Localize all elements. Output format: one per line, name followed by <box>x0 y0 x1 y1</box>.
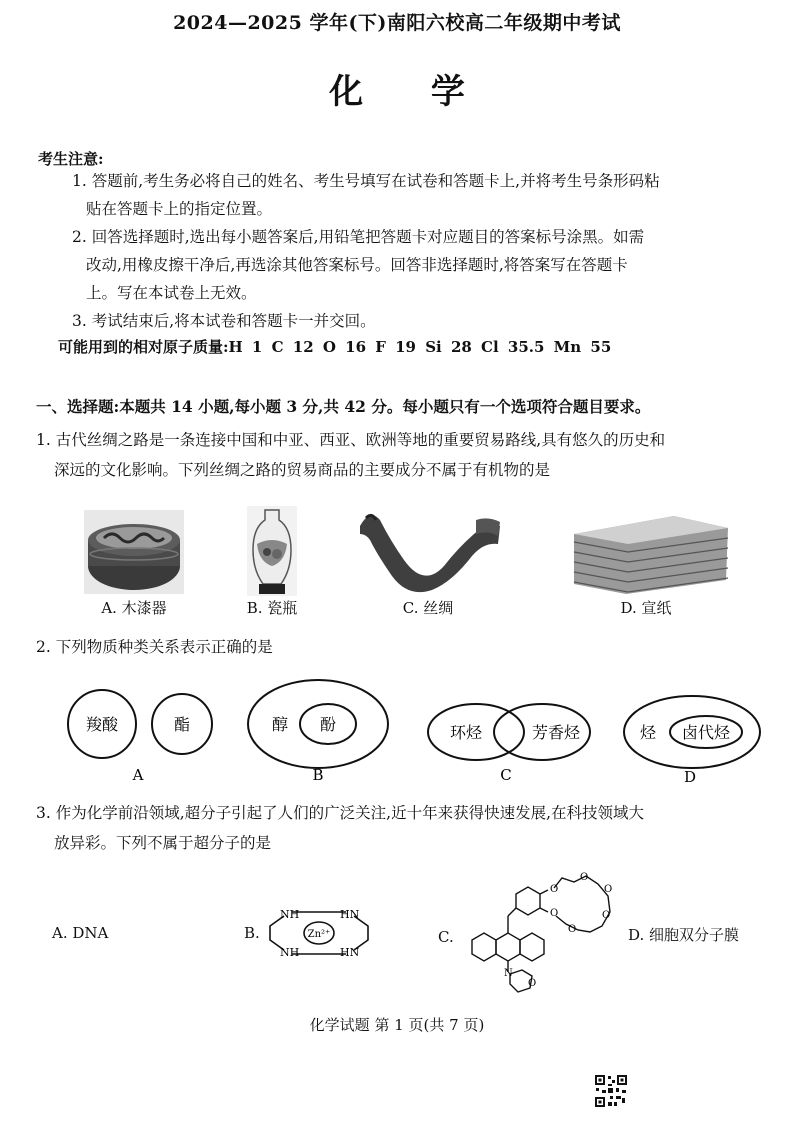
notice-item-1-line1: 1. 答题前,考生务必将自己的姓名、考生号填写在试卷和答题卡上,并将考生号条形码粘 <box>72 172 660 190</box>
q2-diagram-b <box>244 676 394 786</box>
rice-paper-image <box>564 512 730 594</box>
q2a-label-1: 羧酸 <box>85 715 119 734</box>
question-3-stem <box>36 798 766 858</box>
notice-item-2-line3: 上。写在本试卷上无效。 <box>86 284 257 302</box>
crown-o-1: O <box>550 884 559 895</box>
q2c-label-2: 芳香烃 <box>531 723 581 742</box>
porcelain-vase-image <box>247 506 297 596</box>
q2d-outer-label: 烃 <box>639 723 657 742</box>
q2-line1: 2. 下列物质种类关系表示正确的是 <box>36 638 273 656</box>
notice-item-3 <box>72 307 762 335</box>
crown-o-4: O <box>604 884 613 895</box>
q2d-inner-label: 卤代烃 <box>681 723 731 742</box>
crown-o-2: O <box>550 908 559 919</box>
q1-option-c: C. 丝绸 <box>402 599 454 617</box>
section-1-title: 一、选择题:本题共 14 小题,每小题 3 分,共 42 分。每小题只有一个选项符合题目要求。 <box>36 397 651 416</box>
notice-item-3-line1: 3. 考试结束后,将本试卷和答题卡一并交回。 <box>72 312 376 330</box>
q2b-alcohol-ellipse <box>248 680 388 768</box>
nh-label-2: NH <box>280 946 300 959</box>
q2-diagram-c <box>424 696 594 786</box>
silk-image <box>356 506 504 594</box>
exam-title: 2024—2025 学年(下)南阳六校高二年级期中考试 <box>173 12 621 34</box>
notice-item-2-line1: 2. 回答选择题时,选出每小题答案后,用铅笔把答题卡对应题目的答案标号涂黑。如需 <box>72 228 645 246</box>
atomic-masses: 可能用到的相对原子质量:H 1 C 12 O 16 F 19 Si 28 Cl 35.5 Mn 55 <box>58 338 612 356</box>
q2-diagram-d <box>620 690 770 786</box>
q2d-letter: D <box>683 768 697 786</box>
notice-item-1 <box>72 167 762 223</box>
hn-label-2: HN <box>340 946 360 959</box>
page-footer: 化学试题 第 1 页(共 7 页) <box>309 1016 485 1034</box>
q2b-inner-label: 酚 <box>319 715 337 734</box>
q3-option-b-letter: B. <box>244 924 260 942</box>
question-2-stem <box>36 632 766 662</box>
crown-o-5: O <box>602 910 611 921</box>
lacquerware-image <box>84 510 184 594</box>
notice-item-2 <box>72 223 762 307</box>
notice-item-2-line2: 改动,用橡皮擦干净后,再选涂其他答案标号。回答非选择题时,将答案写在答题卡 <box>86 256 628 274</box>
q2c-letter: C <box>500 766 512 784</box>
q2c-label-1: 环烃 <box>449 723 483 742</box>
q3-option-c-structure <box>452 868 624 994</box>
q1-line2: 深远的文化影响。下列丝绸之路的贸易商品的主要成分不属于有机物的是 <box>54 461 551 479</box>
crown-o-3: O <box>580 872 589 883</box>
q2a-label-2: 酯 <box>173 715 191 734</box>
subject-title: 化 学 <box>329 72 493 112</box>
q1-line1: 1. 古代丝绸之路是一条连接中国和中亚、西亚、欧洲等地的重要贸易路线,具有悠久的历史和 <box>36 431 666 449</box>
q3-option-c-letter: C. <box>438 928 454 946</box>
notice-item-1-line2: 贴在答题卡上的指定位置。 <box>86 200 273 218</box>
notice-list <box>72 167 762 335</box>
q3-line2: 放异彩。下列不属于超分子的是 <box>54 834 272 852</box>
nh-label-1: NH <box>280 908 300 921</box>
q3-option-d: D. 细胞双分子膜 <box>628 926 740 944</box>
notice-heading: 考生注意: <box>38 150 104 168</box>
zn-label: Zn²⁺ <box>307 929 331 940</box>
q1-option-a: A. 木漆器 <box>101 599 167 617</box>
q3-option-b-structure <box>262 896 380 970</box>
hn-label-1: HN <box>340 908 360 921</box>
q3-option-a: A. DNA <box>52 924 109 942</box>
question-1-stem <box>36 425 766 485</box>
q2-diagram-a <box>56 686 226 786</box>
morpholine-n: N <box>504 968 513 979</box>
q1-option-b: B. 瓷瓶 <box>246 599 298 617</box>
q2a-letter: A <box>132 766 144 784</box>
crown-o-6: O <box>568 924 577 935</box>
q2b-outer-label: 醇 <box>271 715 289 734</box>
morpholine-o: O <box>528 978 537 989</box>
q1-option-d: D. 宣纸 <box>620 599 672 617</box>
q3-line1: 3. 作为化学前沿领域,超分子引起了人们的广泛关注,近十年来获得快速发展,在科技领域大 <box>36 804 644 822</box>
q2b-letter: B <box>312 766 324 784</box>
qr-code-icon <box>594 1074 628 1108</box>
